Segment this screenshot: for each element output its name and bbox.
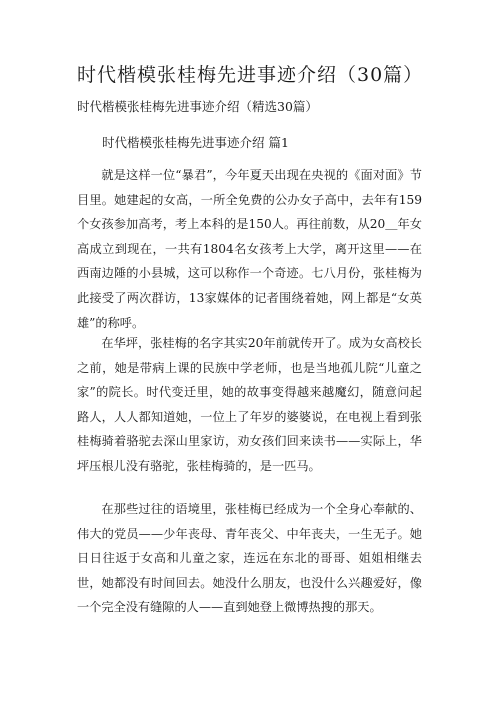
body-paragraph-3: 在那些过往的语境里，张桂梅已经成为一个全身心奉献的、伟大的党员——少年丧母、青年丧父、中年丧夫，一生无子。她日日往返于女高和儿童之家，连远在东北的哥哥、姐姐相继去世，她都没有时间回去。她没什么朋友，也没什么兴趣爱好，像一个完全没有缝隙的人——直到她登上微博热搜的那天。 <box>77 502 422 615</box>
document-title: 时代楷模张桂梅先进事迹介绍（30篇） <box>77 64 424 86</box>
document-subtitle: 时代楷模张桂梅先进事迹介绍（精选30篇） <box>77 99 318 114</box>
section-heading: 时代楷模张桂梅先进事迹介绍 篇1 <box>102 135 289 150</box>
body-paragraph-2: 在华坪，张桂梅的名字其实20年前就传开了。成为女高校长之前，她是带病上课的民族中学老师，也是当地孤儿院“儿童之家”的院长。时代变迁里，她的故事变得越来越魔幻，随意问起路人，人人都知道她，一位上了年岁的婆婆说，在电视上看到张桂梅骑着骆驼去深山里家访，劝女孩们回来读书——实际上，华坪压根儿没有骆驼，张桂梅骑的，是一匹马。 <box>77 336 422 473</box>
body-paragraph-1: 就是这样一位“暴君”，今年夏天出现在央视的《面对面》节目里。她建起的女高，一所全免费的公办女子高中，去年有159个女孩参加高考，考上本科的是150人。再往前数，从20＿年女高成立到现在，一共有1804名女孩考上大学，离开这里——在西南边陲的小县城，这可以称作一个奇迹。七八月份，张桂梅为此接受了两次群访，13家媒体的记者围绕着她，网上都是“女英雄”的称呼。 <box>77 168 422 330</box>
